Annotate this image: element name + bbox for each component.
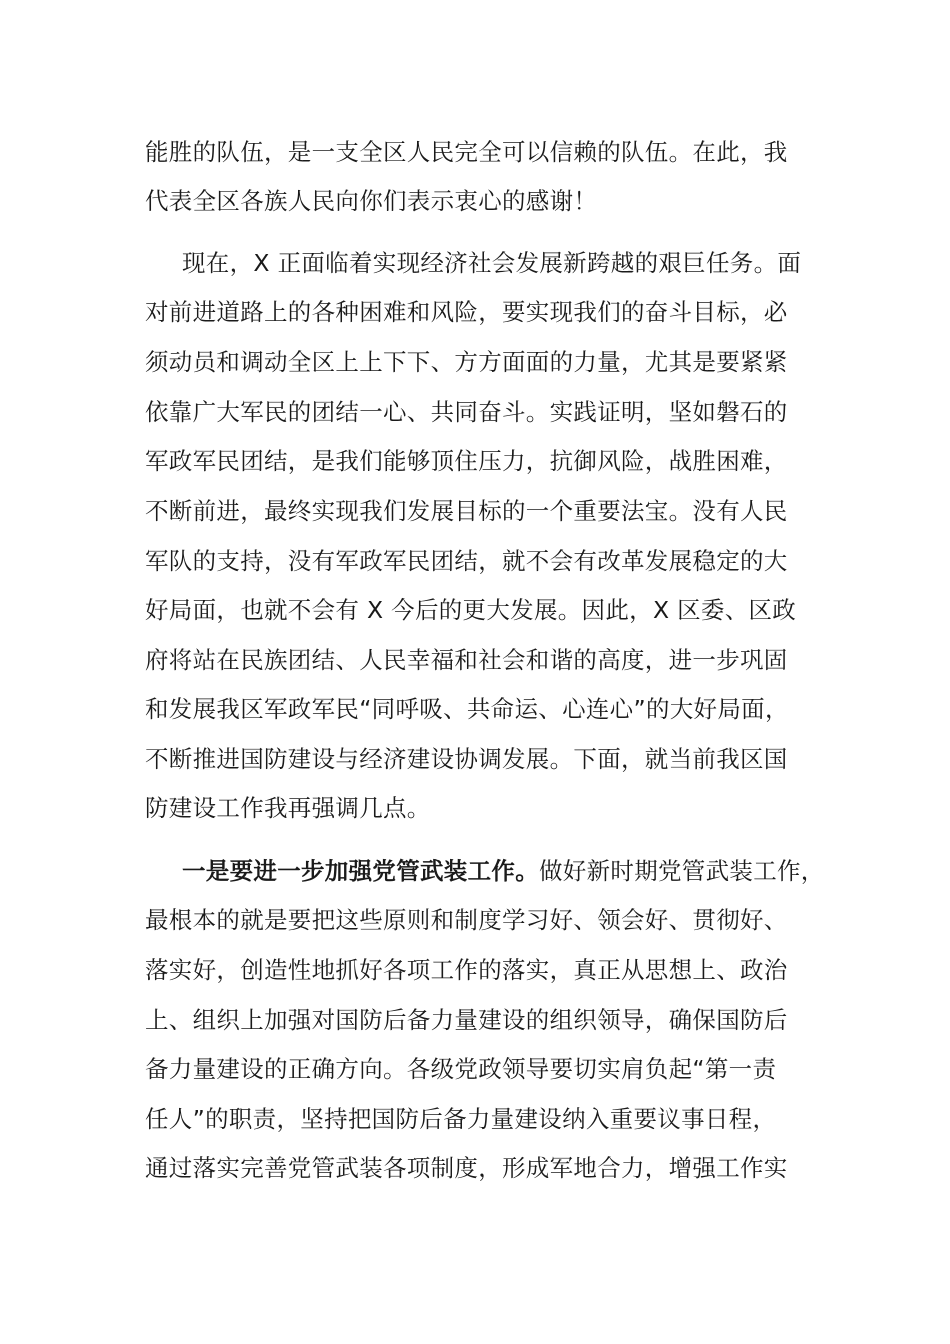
paragraph-line: 军政军民团结，是我们能够顶住压力，抗御风险，战胜困难， (145, 447, 788, 475)
paragraph-line: 依靠广大军民的团结一心、共同奋斗。实践证明，坚如磐石的 (145, 398, 788, 426)
section-heading: 一是要进一步加强党管武装工作。 (182, 857, 539, 885)
paragraph-text: 做好新时期党管武装工作， (539, 857, 825, 885)
paragraph-line: 通过落实完善党管武装各项制度，形成军地合力，增强工作实 (145, 1154, 788, 1182)
paragraph-line: 上、组织上加强对国防后备力量建设的组织领导，确保国防后 (145, 1006, 788, 1034)
paragraph-line: 军队的支持，没有军政军民团结，就不会有改革发展稳定的大 (145, 547, 788, 575)
paragraph-line: 落实好，创造性地抓好各项工作的落实，真正从思想上、政治 (145, 956, 788, 984)
paragraph-line (182, 856, 825, 886)
paragraph-line: 好局面，也就不会有 X 今后的更大发展。因此，X 区委、区政 (145, 596, 797, 624)
paragraph-line: 现在，X 正面临着实现经济社会发展新跨越的艰巨任务。面 (182, 249, 802, 277)
paragraph-line: 府将站在民族团结、人民幸福和社会和谐的高度，进一步巩固 (145, 646, 788, 674)
paragraph-line: 和发展我区军政军民“同呼吸、共命运、心连心”的大好局面， (145, 695, 789, 723)
paragraph-line: 不断推进国防建设与经济建设协调发展。下面，就当前我区国 (145, 745, 788, 773)
paragraph-line: 代表全区各族人民向你们表示衷心的感谢！ (145, 187, 598, 215)
paragraph-line: 对前进道路上的各种困难和风险，要实现我们的奋斗目标，必 (145, 298, 788, 326)
paragraph-line: 防建设工作我再强调几点。 (145, 794, 431, 822)
paragraph-line: 须动员和调动全区上上下下、方方面面的力量，尤其是要紧紧 (145, 348, 788, 376)
paragraph-line: 不断前进，最终实现我们发展目标的一个重要法宝。没有人民 (145, 497, 788, 525)
paragraph-line: 备力量建设的正确方向。各级党政领导要切实肩负起“第一责 (145, 1055, 777, 1083)
paragraph-line: 任人”的职责，坚持把国防后备力量建设纳入重要议事日程， (145, 1105, 777, 1133)
paragraph-line: 最根本的就是要把这些原则和制度学习好、领会好、贯彻好、 (145, 906, 788, 934)
paragraph-line: 能胜的队伍，是一支全区人民完全可以信赖的队伍。在此，我 (145, 138, 788, 166)
